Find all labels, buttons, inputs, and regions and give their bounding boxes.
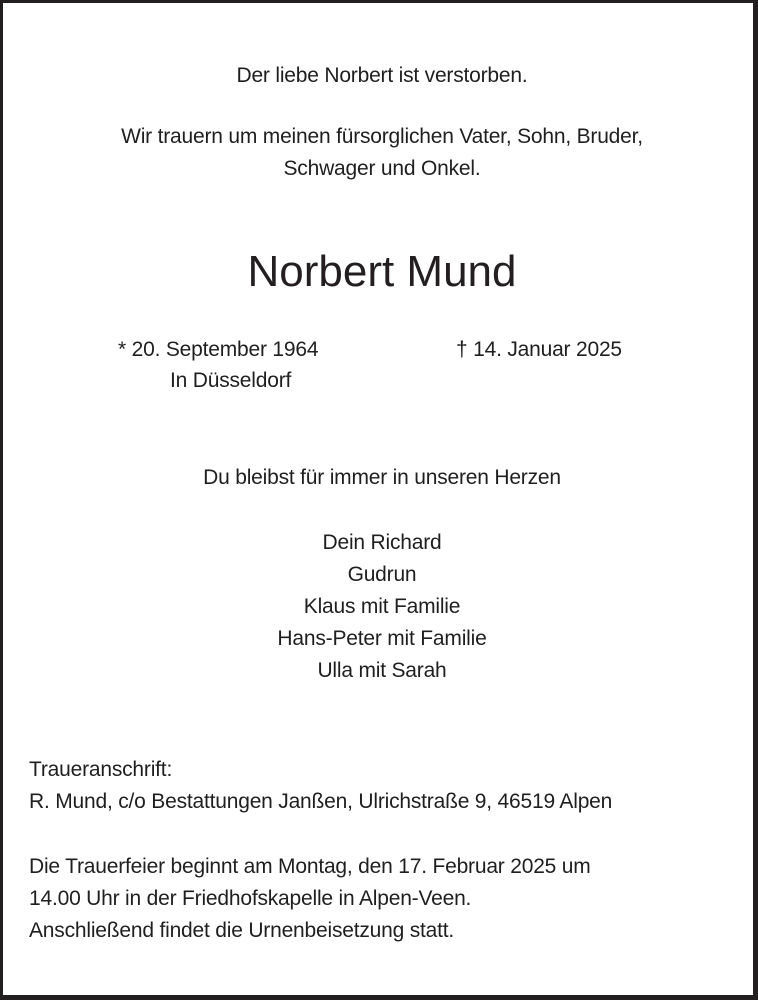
deceased-name: Norbert Mund [247, 247, 517, 296]
ceremony-line-2: 14.00 Uhr in der Friedhofskapelle in Alpen-Veen. [29, 887, 472, 910]
ceremony-line-1: Die Trauerfeier beginnt am Montag, den 17. Februar 2025 um [29, 855, 591, 878]
mourner-item: Ulla mit Sarah [317, 659, 447, 682]
mourner-item: Gudrun [347, 563, 417, 586]
dedication-text: Du bleibst für immer in unseren Herzen [203, 466, 561, 489]
mourning-line-1: Wir trauern um meinen fürsorglichen Vater, Sohn, Bruder, [121, 125, 643, 148]
mourner-item: Dein Richard [322, 531, 442, 554]
ceremony-line-3: Anschließend findet die Urnenbeisetzung statt. [29, 919, 455, 942]
mourning-line-2: Schwager und Onkel. [283, 157, 481, 180]
intro-text: Der liebe Norbert ist verstorben. [236, 64, 528, 87]
birth-date: * 20. September 1964 [118, 338, 319, 361]
mourner-item: Klaus mit Familie [303, 595, 461, 618]
address-value: R. Mund, c/o Bestattungen Janßen, Ulrichstraße 9, 46519 Alpen [29, 790, 613, 813]
mourner-item: Hans-Peter mit Familie [277, 627, 487, 650]
death-date: † 14. Januar 2025 [456, 338, 622, 361]
birth-place: In Düsseldorf [170, 369, 292, 392]
address-label: Traueranschrift: [29, 758, 173, 781]
